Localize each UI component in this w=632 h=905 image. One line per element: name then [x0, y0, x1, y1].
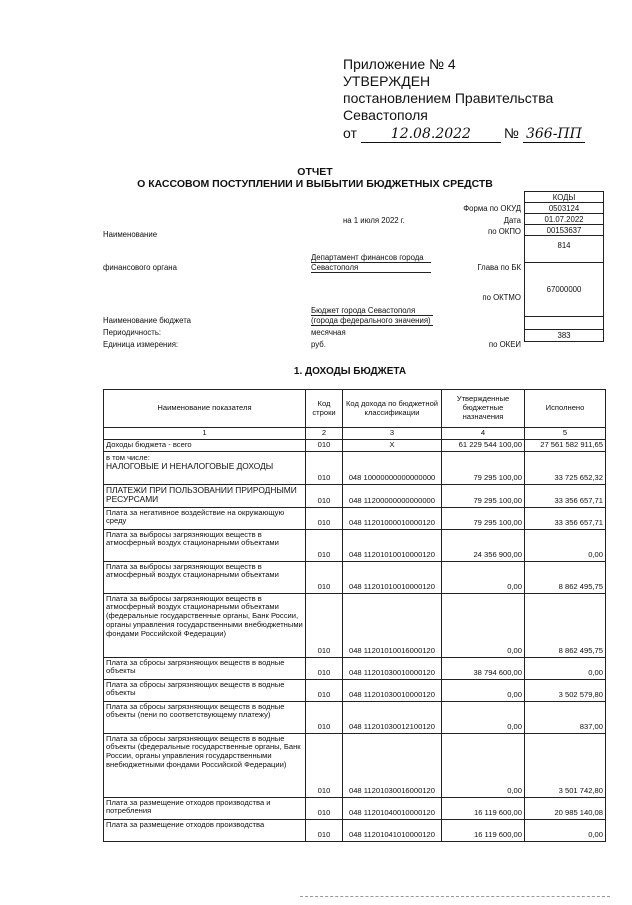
row-line-code: 010	[306, 797, 343, 819]
approved-label: УТВЕРЖДЕН	[343, 73, 431, 89]
fin-org-label: финансового органа	[103, 263, 177, 272]
row-income-code: 048 11201030010000120	[343, 679, 442, 701]
row-executed: 27 561 582 911,65	[525, 439, 606, 451]
resolution-line-1: постановлением Правительства	[343, 90, 554, 106]
col-number-5: 5	[525, 428, 606, 440]
row-income-code: 048 10000000000000000	[343, 451, 442, 484]
row-approved: 61 229 544 100,00	[442, 439, 525, 451]
row-indicator-name	[104, 507, 306, 529]
row-approved: 16 119 600,00	[442, 819, 525, 841]
row-income-code: 048 11201030016000120	[343, 733, 442, 797]
row-approved: 79 295 100,00	[442, 451, 525, 484]
header-income-code: Код дохода по бюджетной классификации	[343, 390, 442, 428]
row-name-text: ПЛАТЕЖИ ПРИ ПОЛЬЗОВАНИИ ПРИРОДНЫМИ РЕСУРСАМИ	[106, 484, 297, 505]
handwritten-number: 366-ПП	[523, 127, 585, 143]
row-income-code: 048 11201010010000120	[343, 529, 442, 561]
row-income-code: 048 11201040010000120	[343, 797, 442, 819]
date-label: Дата	[503, 216, 521, 225]
row-executed: 0,00	[525, 657, 606, 679]
row-indicator-name	[104, 593, 306, 657]
row-indicator-name	[104, 561, 306, 593]
row-line-code: 010	[306, 484, 343, 507]
col-number-3: 3	[343, 428, 442, 440]
row-name-text: Плата за размещение отходов производства	[106, 819, 265, 829]
header-indicator-name: Наименование показателя	[104, 390, 306, 428]
col-number-2: 2	[306, 428, 343, 440]
as-of-date: на 1 июля 2022 г.	[343, 216, 405, 225]
page-footer-line	[300, 896, 610, 897]
bk-label: Глава по БК	[477, 263, 521, 272]
row-line-code: 010	[306, 561, 343, 593]
report-subtitle: О КАССОВОМ ПОСТУПЛЕНИИ И ВЫБЫТИИ БЮДЖЕТНЫХ СРЕДСТВ	[137, 178, 493, 190]
row-income-code: X	[343, 439, 442, 451]
row-line-code: 010	[306, 593, 343, 657]
row-name-text: Плата за сбросы загрязняющих веществ в водные объекты (пени по соответствующему платежу)	[106, 701, 285, 720]
row-approved: 0,00	[442, 733, 525, 797]
row-indicator-name	[104, 797, 306, 819]
row-name-text: Плата за сбросы загрязняющих веществ в водные объекты	[106, 679, 285, 698]
table-row	[104, 657, 606, 679]
row-executed: 3 501 742,80	[525, 733, 606, 797]
revenue-rows	[104, 439, 606, 841]
number-label: №	[503, 125, 519, 141]
table-row	[104, 484, 606, 507]
row-approved: 79 295 100,00	[442, 507, 525, 529]
row-line-code: 010	[306, 507, 343, 529]
col-number-4: 4	[442, 428, 525, 440]
budget-value-1: Бюджет города Севастополя	[311, 306, 433, 316]
row-executed: 8 862 495,75	[525, 561, 606, 593]
row-income-code: 048 11201010010000120	[343, 561, 442, 593]
row-line-code: 010	[306, 451, 343, 484]
row-line-code: 010	[306, 733, 343, 797]
row-executed: 33 725 652,32	[525, 451, 606, 484]
codes-header: КОДЫ	[525, 192, 604, 203]
row-income-code: 048 11201030010000120	[343, 657, 442, 679]
okei-code: 383	[525, 330, 604, 342]
table-row	[104, 561, 606, 593]
okpo-label: по ОКПО	[488, 227, 521, 236]
unit-label: Единица измерения:	[103, 340, 179, 349]
row-approved: 0,00	[442, 701, 525, 733]
name-label: Наименование	[103, 230, 158, 239]
row-approved: 38 794 600,00	[442, 657, 525, 679]
row-name-text: Плата за размещение отходов производства и потребления	[106, 797, 271, 816]
oktmo-label: по ОКТМО	[482, 293, 521, 302]
row-income-code: 048 11201041010000120	[343, 819, 442, 841]
table-row	[104, 701, 606, 733]
row-executed: 20 985 140,08	[525, 797, 606, 819]
row-indicator-name	[104, 679, 306, 701]
row-approved: 0,00	[442, 561, 525, 593]
row-name-text: Плата за сбросы загрязняющих веществ в водные объекты (федеральные государственные органы, Банк России, органы управления государственными внебюджетными фондами Российской Федерации)	[106, 733, 301, 769]
oktmo-code: 67000000	[525, 263, 604, 317]
handwritten-date: 12.08.2022	[361, 127, 501, 143]
row-line-code: 010	[306, 819, 343, 841]
table-row	[104, 819, 606, 841]
table-row	[104, 593, 606, 657]
row-indicator-name	[104, 701, 306, 733]
report-date-code: 01.07.2022	[525, 214, 604, 225]
row-line-code: 010	[306, 701, 343, 733]
row-executed: 33 356 657,71	[525, 484, 606, 507]
report-title: ОТЧЕТ	[297, 166, 333, 178]
row-income-code: 048 11201000010000120	[343, 507, 442, 529]
header-line-code: Код строки	[306, 390, 343, 428]
okud-code: 0503124	[525, 203, 604, 214]
table-row	[104, 733, 606, 797]
revenue-table	[103, 389, 606, 842]
approval-block	[343, 56, 603, 143]
okei-label: по ОКЕИ	[488, 340, 521, 349]
row-indicator-name	[104, 657, 306, 679]
row-approved: 24 356 900,00	[442, 529, 525, 561]
periodicity-value: месячная	[311, 328, 346, 337]
resolution-line-2: Севастополя	[343, 107, 428, 123]
row-indicator-name	[104, 819, 306, 841]
row-approved: 0,00	[442, 593, 525, 657]
row-executed: 33 356 657,71	[525, 507, 606, 529]
row-executed: 8 862 495,75	[525, 593, 606, 657]
row-prefix: в том числе:	[106, 452, 150, 462]
header-approved: Утвержденные бюджетные назначения	[442, 390, 525, 428]
row-indicator-name	[104, 484, 306, 507]
codes-table	[524, 191, 604, 342]
row-name-text: Плата за выбросы загрязняющих веществ в атмосферный воздух стационарными объектами	[106, 561, 279, 580]
header-executed: Исполнено	[525, 390, 606, 428]
budget-value-2: (города федерального значения)	[311, 316, 433, 326]
row-indicator-name	[104, 451, 306, 484]
okpo-code: 00153637	[525, 225, 604, 236]
row-executed: 837,00	[525, 701, 606, 733]
bk-code: 814	[525, 236, 604, 263]
periodicity-label: Периодичность:	[103, 328, 162, 337]
fin-org-value-2: Севастополя	[311, 263, 431, 273]
row-name-text: Плата за выбросы загрязняющих веществ в атмосферный воздух стационарными объектами	[106, 529, 279, 548]
row-indicator-name	[104, 733, 306, 797]
row-name-text: Плата за сбросы загрязняющих веществ в водные объекты	[106, 657, 285, 676]
appendix-label: Приложение № 4	[343, 56, 456, 72]
section-title: 1. ДОХОДЫ БЮДЖЕТА	[293, 366, 407, 377]
row-name-text: Доходы бюджета - всего	[106, 439, 192, 449]
resolution-signature-line	[343, 125, 603, 143]
row-line-code: 010	[306, 439, 343, 451]
table-row	[104, 507, 606, 529]
row-name-text: НАЛОГОВЫЕ И НЕНАЛОГОВЫЕ ДОХОДЫ	[106, 461, 274, 472]
row-indicator-name	[104, 529, 306, 561]
table-row	[104, 439, 606, 451]
row-income-code: 048 11200000000000000	[343, 484, 442, 507]
unit-value: руб.	[311, 340, 326, 349]
row-line-code: 010	[306, 679, 343, 701]
row-executed: 0,00	[525, 819, 606, 841]
row-indicator-name	[104, 439, 306, 451]
col-number-1: 1	[104, 428, 306, 440]
table-row	[104, 797, 606, 819]
row-line-code: 010	[306, 529, 343, 561]
row-approved: 0,00	[442, 679, 525, 701]
row-income-code: 048 11201010016000120	[343, 593, 442, 657]
table-row	[104, 529, 606, 561]
fin-org-value-1: Департамент финансов города	[311, 253, 431, 263]
row-name-text: Плата за негативное воздействие на окружающую среду	[106, 507, 285, 526]
from-label: от	[343, 125, 357, 141]
table-row	[104, 451, 606, 484]
row-executed: 0,00	[525, 529, 606, 561]
row-income-code: 048 11201030012100120	[343, 701, 442, 733]
row-name-text: Плата за выбросы загрязняющих веществ в атмосферный воздух стационарными объектами (федеральные государственные органы, Банк России, органы управления государственными внебюджетными фондами Российской Федерации)	[106, 593, 303, 638]
budget-label: Наименование бюджета	[103, 316, 192, 325]
table-row	[104, 679, 606, 701]
row-executed: 3 502 579,80	[525, 679, 606, 701]
row-approved: 79 295 100,00	[442, 484, 525, 507]
row-approved: 16 119 600,00	[442, 797, 525, 819]
okud-label: Форма по ОКУД	[463, 204, 521, 213]
row-line-code: 010	[306, 657, 343, 679]
